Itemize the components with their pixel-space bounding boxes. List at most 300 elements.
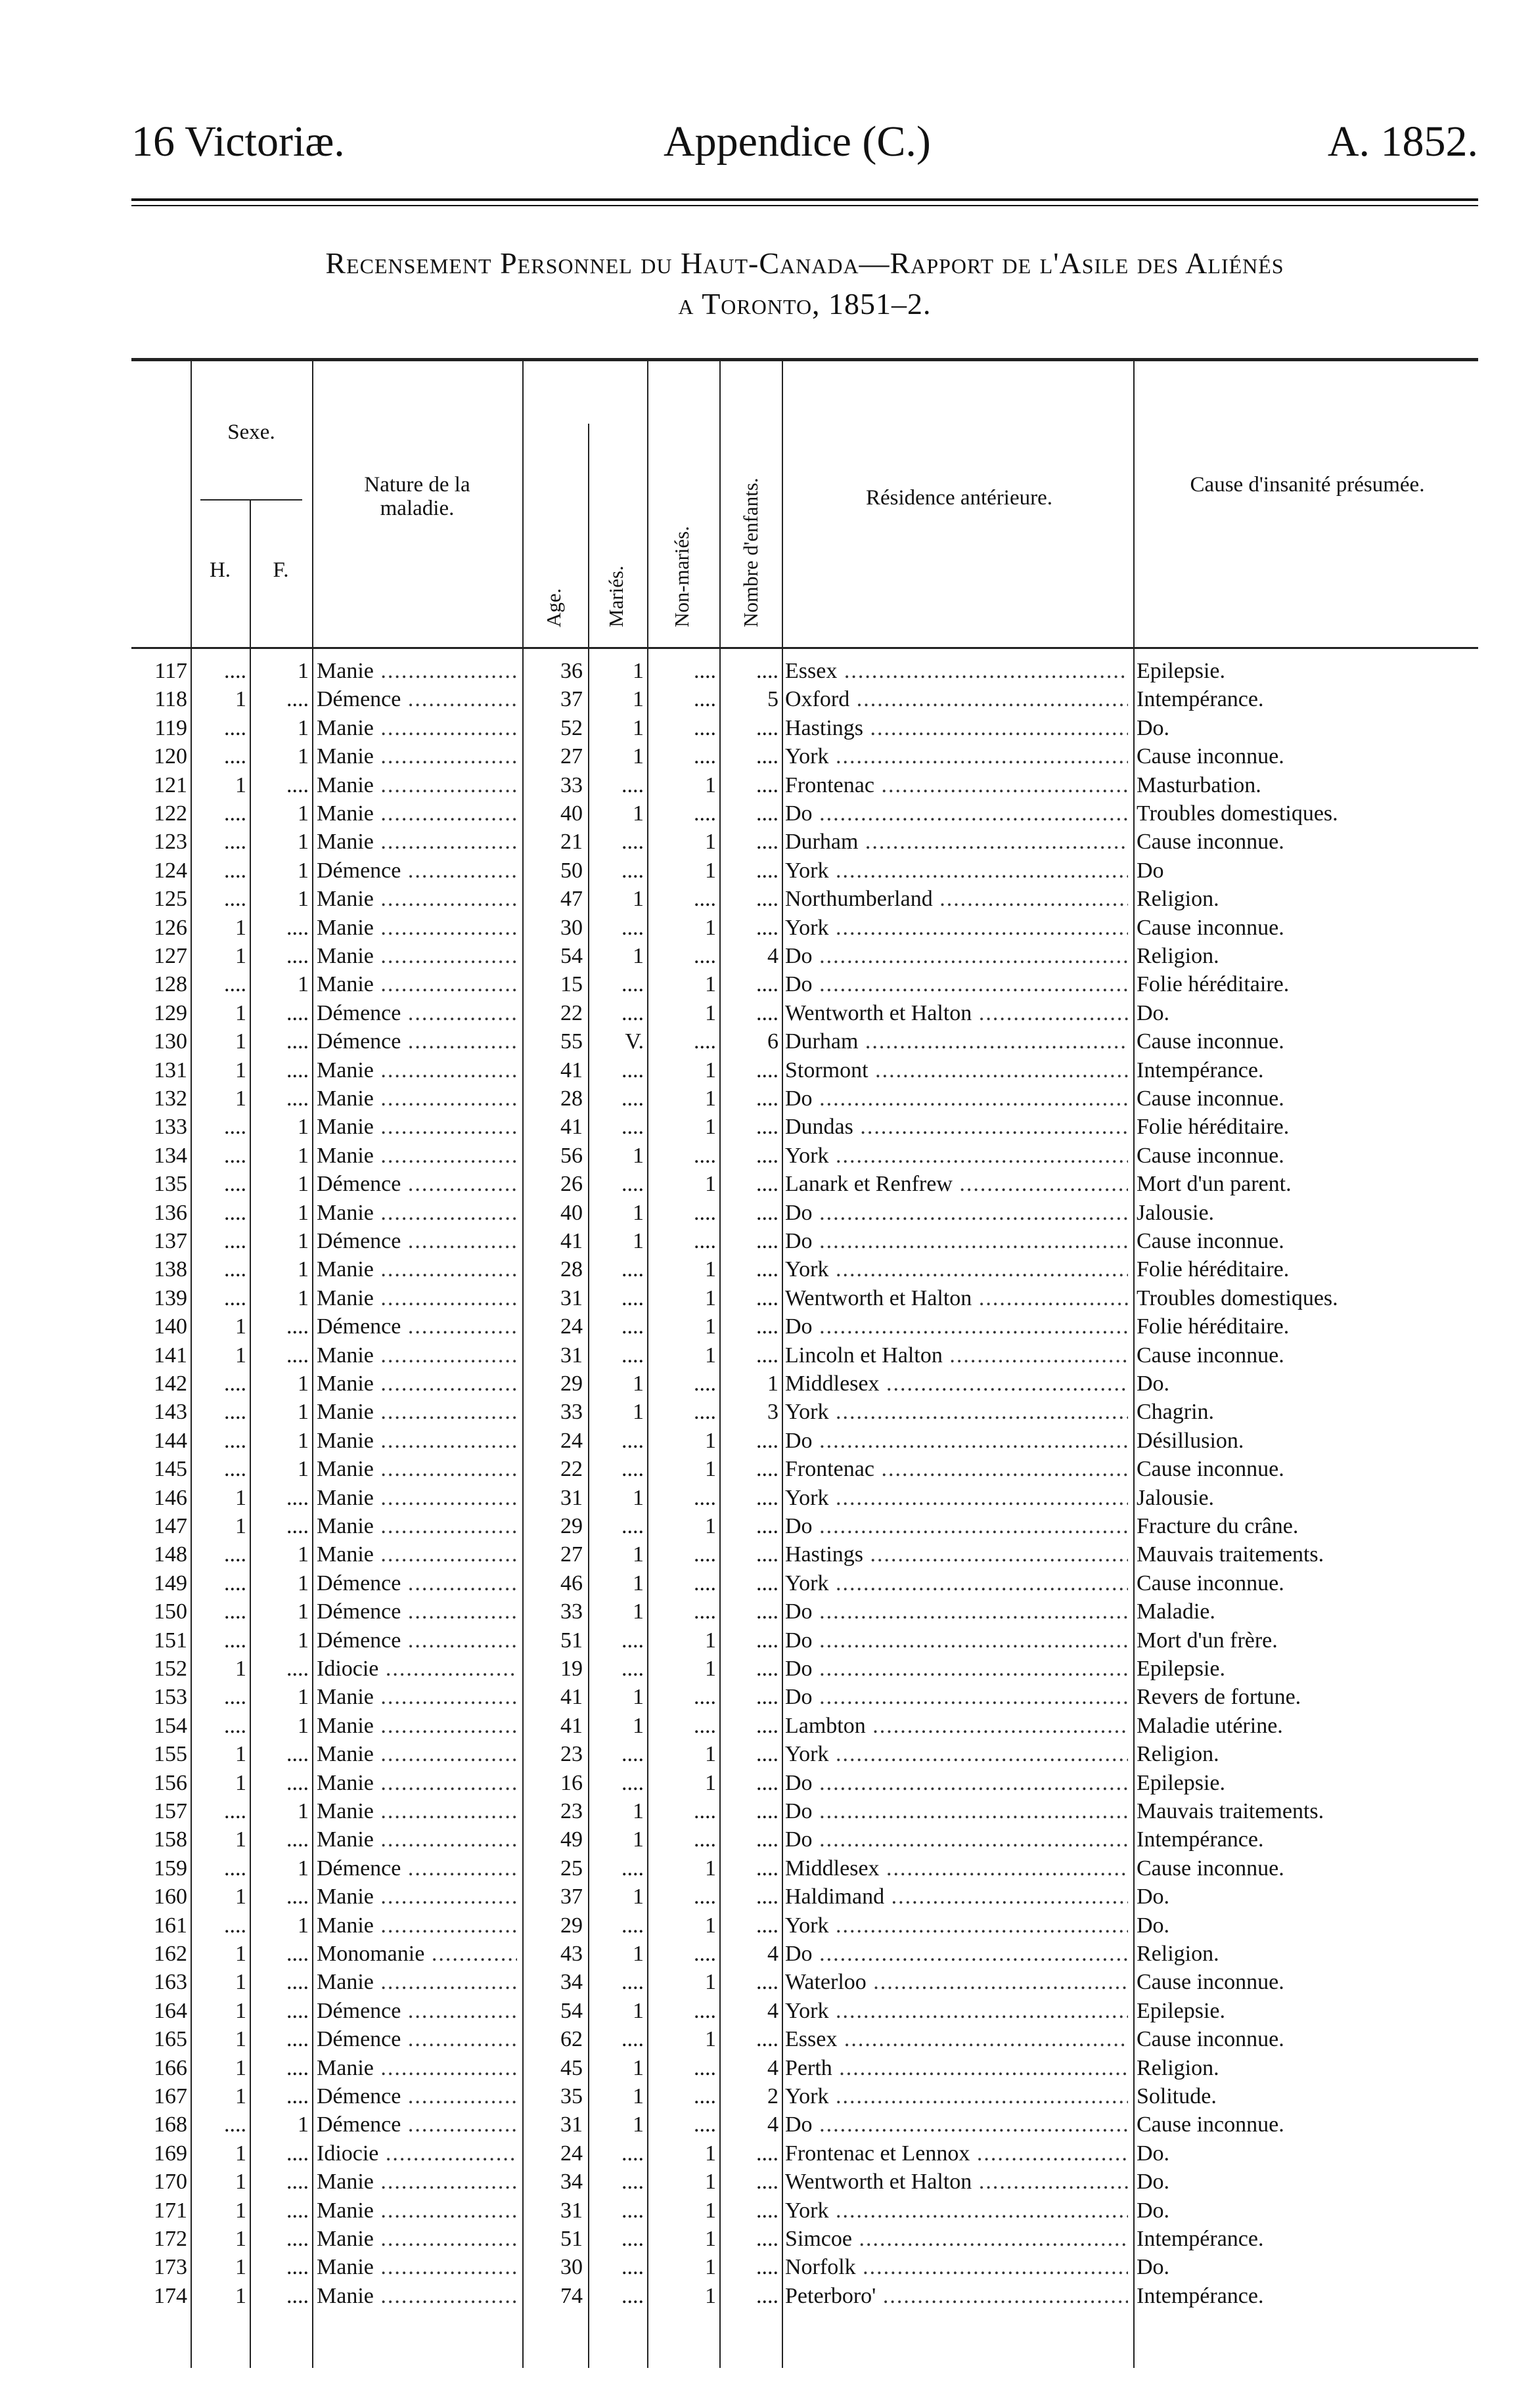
cell-h: 1 — [235, 1770, 246, 1795]
cell-f: 1 — [298, 1628, 309, 1653]
cell-nature: Manie ..... — [317, 771, 517, 799]
cell-maries: .... — [621, 1285, 644, 1310]
cell-non-maries: .... — [694, 659, 716, 683]
cell-non-maries: .... — [694, 801, 716, 826]
cell-f: 1 — [298, 1400, 309, 1425]
cell-non-maries: .... — [694, 2112, 716, 2137]
cell-nature: Manie ..... — [317, 1427, 517, 1455]
cell-cause: Fracture du crâne. — [1137, 1514, 1299, 1538]
cell-f: 1 — [298, 1115, 309, 1140]
table-row — [131, 1655, 1478, 1683]
cell-h: 1 — [235, 1657, 246, 1681]
cell-h: 1 — [235, 915, 246, 940]
cell-number: 165 — [154, 2027, 187, 2052]
cell-maries: .... — [621, 1257, 644, 1282]
cell-enfants: .... — [756, 1485, 778, 1510]
cell-non-maries: 1 — [705, 830, 716, 855]
cell-residence: Frontenac et Lennox ..... — [785, 2139, 1128, 2168]
cell-residence: Do ..... — [785, 1512, 1128, 1540]
cell-age: 24 — [560, 2141, 583, 2166]
cell-cause: Cause inconnue. — [1137, 1970, 1284, 1995]
cell-f: 1 — [298, 1172, 309, 1197]
cell-h: 1 — [235, 1742, 246, 1767]
cell-residence: Do ..... — [785, 1084, 1128, 1113]
cell-enfants: .... — [756, 1200, 778, 1225]
cell-cause: Solitude. — [1137, 2084, 1217, 2108]
table-row — [131, 1312, 1478, 1341]
cell-number: 121 — [154, 772, 187, 797]
cell-number: 147 — [154, 1514, 187, 1538]
cell-enfants: .... — [756, 1856, 778, 1881]
cell-cause: Do. — [1137, 2255, 1170, 2280]
cell-enfants: .... — [756, 744, 778, 769]
cell-maries: .... — [621, 1428, 644, 1453]
cell-h: 1 — [235, 1998, 246, 2023]
cell-h: 1 — [235, 1827, 246, 1852]
cell-h: 1 — [235, 2283, 246, 2308]
cell-number: 157 — [154, 1799, 187, 1823]
cell-cause: Cause inconnue. — [1137, 1086, 1284, 1111]
table-row — [131, 714, 1478, 742]
cell-maries: 1 — [633, 2084, 644, 2108]
cell-nature: Manie ..... — [317, 1370, 517, 1398]
cell-cause: Masturbation. — [1137, 772, 1261, 797]
cell-non-maries: .... — [694, 1713, 716, 1738]
cell-nature: Manie ..... — [317, 828, 517, 856]
cell-age: 28 — [560, 1257, 583, 1282]
cell-h: .... — [224, 1913, 246, 1938]
cell-residence: Lincoln et Halton ..... — [785, 1341, 1128, 1370]
cell-enfants: .... — [756, 801, 778, 826]
cell-enfants: .... — [756, 2283, 778, 2308]
cell-age: 24 — [560, 1314, 583, 1339]
header-appendix: Appendice (C.) — [664, 118, 931, 166]
cell-non-maries: .... — [694, 1998, 716, 2023]
cell-non-maries: .... — [694, 1571, 716, 1595]
cell-f: .... — [286, 1742, 309, 1767]
header-maries: Mariés. — [604, 566, 627, 627]
cell-h: 1 — [235, 1970, 246, 1995]
cell-f: .... — [286, 1998, 309, 2023]
cell-enfants: .... — [756, 1827, 778, 1852]
header-residence: Résidence antérieure. — [865, 486, 1052, 510]
cell-cause: Folie héréditaire. — [1137, 1314, 1290, 1339]
cell-nature: Manie ..... — [317, 1825, 517, 1854]
cell-h: .... — [224, 1428, 246, 1453]
cell-age: 30 — [560, 915, 583, 940]
cell-f: .... — [286, 687, 309, 712]
title-line-1: Recensement Personnel du Haut-Canada—Rapport de l'Asile des Aliénés — [325, 246, 1284, 280]
cell-number: 170 — [154, 2170, 187, 2195]
cell-h: .... — [224, 1200, 246, 1225]
cell-number: 145 — [154, 1457, 187, 1482]
cell-residence: Do ..... — [785, 1655, 1128, 1683]
cell-age: 25 — [560, 1856, 583, 1881]
header-nature: Nature de la maladie. — [364, 473, 470, 520]
cell-number: 144 — [154, 1428, 187, 1453]
cell-age: 40 — [560, 801, 583, 826]
cell-residence: York ..... — [785, 1255, 1128, 1283]
cell-f: 1 — [298, 1371, 309, 1396]
table-row — [131, 1227, 1478, 1255]
cell-maries: 1 — [633, 1143, 644, 1168]
cell-residence: York ..... — [785, 1398, 1128, 1426]
cell-maries: .... — [621, 2283, 644, 2308]
table-row — [131, 1027, 1478, 1056]
cell-enfants: .... — [756, 659, 778, 683]
header-rule — [131, 198, 1478, 201]
cell-number: 118 — [154, 687, 187, 712]
cell-f: .... — [286, 2255, 309, 2280]
cell-enfants: .... — [756, 1058, 778, 1082]
cell-age: 31 — [560, 1285, 583, 1310]
cell-age: 52 — [560, 715, 583, 740]
table-row — [131, 1398, 1478, 1426]
cell-non-maries: 1 — [705, 2027, 716, 2052]
table-row — [131, 1142, 1478, 1170]
table-row — [131, 1712, 1478, 1740]
cell-maries: .... — [621, 1457, 644, 1482]
table-row — [131, 742, 1478, 770]
cell-h: .... — [224, 1229, 246, 1253]
table-row — [131, 799, 1478, 828]
cell-f: 1 — [298, 887, 309, 912]
cell-h: .... — [224, 1257, 246, 1282]
cell-residence: York ..... — [785, 2082, 1128, 2110]
header-sexe: Sexe. — [227, 420, 275, 444]
cell-enfants: 4 — [767, 2055, 778, 2080]
cell-maries: .... — [621, 1343, 644, 1368]
cell-non-maries: 1 — [705, 1856, 716, 1881]
cell-residence: York ..... — [785, 914, 1128, 942]
table-row — [131, 1997, 1478, 2025]
cell-enfants: .... — [756, 1571, 778, 1595]
cell-age: 34 — [560, 1970, 583, 1995]
cell-number: 174 — [154, 2283, 187, 2308]
table-row — [131, 1370, 1478, 1398]
cell-age: 37 — [560, 687, 583, 712]
cell-enfants: .... — [756, 1913, 778, 1938]
cell-nature: Démence ..... — [317, 1597, 517, 1626]
table-row — [131, 1540, 1478, 1569]
table-row — [131, 914, 1478, 942]
cell-number: 153 — [154, 1685, 187, 1710]
header-h: H. — [209, 558, 231, 582]
cell-f: .... — [286, 1827, 309, 1852]
header-enfants: Nombre d'enfants. — [739, 478, 762, 627]
cell-h: .... — [224, 801, 246, 826]
cell-maries: .... — [621, 2198, 644, 2223]
cell-age: 45 — [560, 2055, 583, 2080]
cell-cause: Mort d'un frère. — [1137, 1628, 1278, 1653]
cell-cause: Religion. — [1137, 1742, 1219, 1767]
cell-number: 141 — [154, 1343, 187, 1368]
table-row — [131, 1484, 1478, 1512]
cell-residence: Essex ..... — [785, 657, 1128, 685]
cell-enfants: 4 — [767, 2112, 778, 2137]
cell-age: 27 — [560, 744, 583, 769]
cell-number: 126 — [154, 915, 187, 940]
cell-residence: Durham ..... — [785, 828, 1128, 856]
cell-f: .... — [286, 1942, 309, 1966]
cell-enfants: .... — [756, 1428, 778, 1453]
table-row — [131, 685, 1478, 713]
cell-number: 117 — [154, 659, 187, 683]
cell-non-maries: 1 — [705, 1428, 716, 1453]
cell-enfants: .... — [756, 887, 778, 912]
cell-cause: Folie héréditaire. — [1137, 1257, 1290, 1282]
cell-age: 54 — [560, 1998, 583, 2023]
cell-cause: Cause inconnue. — [1137, 1029, 1284, 1054]
cell-number: 128 — [154, 972, 187, 997]
cell-enfants: .... — [756, 2027, 778, 2052]
table-row — [131, 1199, 1478, 1227]
cell-enfants: .... — [756, 2141, 778, 2166]
cell-age: 31 — [560, 2198, 583, 2223]
cell-number: 140 — [154, 1314, 187, 1339]
cell-nature: Manie ..... — [317, 1484, 517, 1512]
cell-maries: 1 — [633, 2112, 644, 2137]
cell-maries: 1 — [633, 944, 644, 968]
cell-h: 1 — [235, 2055, 246, 2080]
cell-number: 127 — [154, 944, 187, 968]
cell-number: 124 — [154, 858, 187, 883]
cell-nature: Manie ..... — [317, 1455, 517, 1483]
cell-nature: Manie ..... — [317, 1769, 517, 1797]
cell-f: .... — [286, 1000, 309, 1025]
cell-enfants: .... — [756, 1457, 778, 1482]
cell-nature: Manie ..... — [317, 1883, 517, 1911]
cell-non-maries: 1 — [705, 1514, 716, 1538]
cell-age: 56 — [560, 1143, 583, 1168]
cell-f: 1 — [298, 715, 309, 740]
table-row — [131, 1512, 1478, 1540]
cell-cause: Cause inconnue. — [1137, 1343, 1284, 1368]
cell-number: 136 — [154, 1200, 187, 1225]
cell-maries: 1 — [633, 1371, 644, 1396]
cell-maries: 1 — [633, 1400, 644, 1425]
cell-age: 29 — [560, 1514, 583, 1538]
cell-cause: Cause inconnue. — [1137, 744, 1284, 769]
cell-nature: Démence ..... — [317, 857, 517, 885]
cell-enfants: .... — [756, 772, 778, 797]
cell-f: 1 — [298, 1200, 309, 1225]
cell-residence: Durham ..... — [785, 1027, 1128, 1056]
table-row — [131, 828, 1478, 856]
cell-non-maries: .... — [694, 1400, 716, 1425]
cell-nature: Manie ..... — [317, 1142, 517, 1170]
cell-nature: Démence ..... — [317, 1854, 517, 1883]
cell-age: 35 — [560, 2084, 583, 2108]
cell-cause: Cause inconnue. — [1137, 1457, 1284, 1482]
table-row — [131, 771, 1478, 799]
cell-cause: Do. — [1137, 1884, 1170, 1909]
cell-non-maries: .... — [694, 1485, 716, 1510]
cell-enfants: .... — [756, 1628, 778, 1653]
cell-f: .... — [286, 1485, 309, 1510]
cell-non-maries: 1 — [705, 1086, 716, 1111]
cell-residence: Do ..... — [785, 1199, 1128, 1227]
cell-nature: Manie ..... — [317, 1084, 517, 1113]
cell-age: 31 — [560, 1343, 583, 1368]
table-row — [131, 1455, 1478, 1483]
cell-maries: .... — [621, 1742, 644, 1767]
cell-maries: .... — [621, 2170, 644, 2195]
cell-non-maries: 1 — [705, 2283, 716, 2308]
table-row — [131, 942, 1478, 970]
cell-non-maries: .... — [694, 687, 716, 712]
cell-residence: Do ..... — [785, 1769, 1128, 1797]
cell-number: 146 — [154, 1485, 187, 1510]
cell-enfants: .... — [756, 2198, 778, 2223]
cell-maries: .... — [621, 1657, 644, 1681]
table-row — [131, 1113, 1478, 1141]
table-row — [131, 1740, 1478, 1768]
cell-cause: Epilepsie. — [1137, 659, 1226, 683]
cell-h: 1 — [235, 1000, 246, 1025]
cell-non-maries: .... — [694, 887, 716, 912]
cell-maries: 1 — [633, 687, 644, 712]
cell-age: 23 — [560, 1742, 583, 1767]
cell-cause: Do — [1137, 858, 1164, 883]
cell-age: 43 — [560, 1942, 583, 1966]
cell-age: 33 — [560, 1599, 583, 1624]
cell-non-maries: .... — [694, 1599, 716, 1624]
cell-non-maries: .... — [694, 1143, 716, 1168]
cell-f: .... — [286, 772, 309, 797]
cell-f: 1 — [298, 2112, 309, 2137]
cell-maries: .... — [621, 858, 644, 883]
cell-age: 47 — [560, 887, 583, 912]
cell-non-maries: 1 — [705, 1457, 716, 1482]
cell-cause: Do. — [1137, 2198, 1170, 2223]
cell-maries: .... — [621, 1314, 644, 1339]
table-row — [131, 857, 1478, 885]
cell-maries: .... — [621, 2255, 644, 2280]
cell-cause: Désillusion. — [1137, 1428, 1244, 1453]
cell-cause: Cause inconnue. — [1137, 1571, 1284, 1595]
cell-age: 51 — [560, 2227, 583, 2251]
cell-residence: Frontenac ..... — [785, 1455, 1128, 1483]
cell-enfants: .... — [756, 1343, 778, 1368]
table-row — [131, 885, 1478, 913]
cell-nature: Manie ..... — [317, 1797, 517, 1825]
cell-maries: .... — [621, 915, 644, 940]
cell-non-maries: .... — [694, 1799, 716, 1823]
cell-h: 1 — [235, 687, 246, 712]
cell-cause: Epilepsie. — [1137, 1998, 1226, 2023]
cell-cause: Intempérance. — [1137, 2283, 1264, 2308]
cell-f: 1 — [298, 830, 309, 855]
cell-f: 1 — [298, 1542, 309, 1567]
cell-maries: 1 — [633, 1685, 644, 1710]
cell-f: .... — [286, 2141, 309, 2166]
cell-non-maries: 1 — [705, 1628, 716, 1653]
cell-nature: Manie ..... — [317, 1341, 517, 1370]
cell-nature: Démence ..... — [317, 2025, 517, 2053]
cell-non-maries: .... — [694, 944, 716, 968]
cell-cause: Do. — [1137, 1913, 1170, 1938]
table-row — [131, 999, 1478, 1027]
cell-maries: .... — [621, 1970, 644, 1995]
cell-number: 163 — [154, 1970, 187, 1995]
cell-age: 55 — [560, 1029, 583, 1054]
cell-number: 169 — [154, 2141, 187, 2166]
cell-f: .... — [286, 2055, 309, 2080]
cell-residence: Do ..... — [785, 2110, 1128, 2139]
cell-residence: York ..... — [785, 857, 1128, 885]
cell-h: .... — [224, 1542, 246, 1567]
cell-nature: Manie ..... — [317, 742, 517, 770]
cell-h: .... — [224, 830, 246, 855]
cell-number: 152 — [154, 1657, 187, 1681]
cell-number: 137 — [154, 1229, 187, 1253]
table-row — [131, 2110, 1478, 2139]
cell-residence: York ..... — [785, 1569, 1128, 1597]
cell-number: 164 — [154, 1998, 187, 2023]
cell-h: .... — [224, 1628, 246, 1653]
cell-age: 54 — [560, 944, 583, 968]
table-row — [131, 1911, 1478, 1940]
table-row — [131, 1797, 1478, 1825]
cell-f: 1 — [298, 1428, 309, 1453]
cell-maries: .... — [621, 2027, 644, 2052]
cell-f: .... — [286, 1086, 309, 1111]
cell-non-maries: 1 — [705, 1000, 716, 1025]
cell-h: .... — [224, 1457, 246, 1482]
cell-age: 16 — [560, 1770, 583, 1795]
table-row — [131, 1883, 1478, 1911]
cell-maries: 1 — [633, 1571, 644, 1595]
cell-h: 1 — [235, 1086, 246, 1111]
cell-h: 1 — [235, 2027, 246, 2052]
cell-f: .... — [286, 2084, 309, 2108]
cell-maries: 1 — [633, 1799, 644, 1823]
table-row — [131, 1255, 1478, 1283]
cell-f: .... — [286, 2283, 309, 2308]
cell-cause: Cause inconnue. — [1137, 915, 1284, 940]
cell-nature: Manie ..... — [317, 799, 517, 828]
cell-enfants: .... — [756, 1257, 778, 1282]
cell-cause: Troubles domestiques. — [1137, 1285, 1338, 1310]
cell-h: .... — [224, 1115, 246, 1140]
table-row — [131, 2168, 1478, 2196]
cell-residence: Do ..... — [785, 1825, 1128, 1854]
cell-maries: .... — [621, 1514, 644, 1538]
cell-nature: Manie ..... — [317, 2253, 517, 2281]
cell-number: 168 — [154, 2112, 187, 2137]
cell-number: 161 — [154, 1913, 187, 1938]
table-top-rule — [131, 358, 1478, 361]
cell-maries: .... — [621, 2227, 644, 2251]
cell-f: 1 — [298, 801, 309, 826]
cell-non-maries: 1 — [705, 1913, 716, 1938]
cell-f: 1 — [298, 972, 309, 997]
cell-h: .... — [224, 1400, 246, 1425]
cell-h: .... — [224, 1685, 246, 1710]
cell-enfants: .... — [756, 1742, 778, 1767]
cell-maries: V. — [625, 1029, 644, 1054]
header-f: F. — [273, 558, 289, 582]
cell-non-maries: 1 — [705, 858, 716, 883]
cell-h: .... — [224, 887, 246, 912]
cell-age: 46 — [560, 1571, 583, 1595]
table-row — [131, 1284, 1478, 1312]
cell-cause: Maladie. — [1137, 1599, 1215, 1624]
cell-residence: Lanark et Renfrew ..... — [785, 1170, 1128, 1198]
cell-nature: Manie ..... — [317, 2168, 517, 2196]
cell-cause: Maladie utérine. — [1137, 1713, 1283, 1738]
